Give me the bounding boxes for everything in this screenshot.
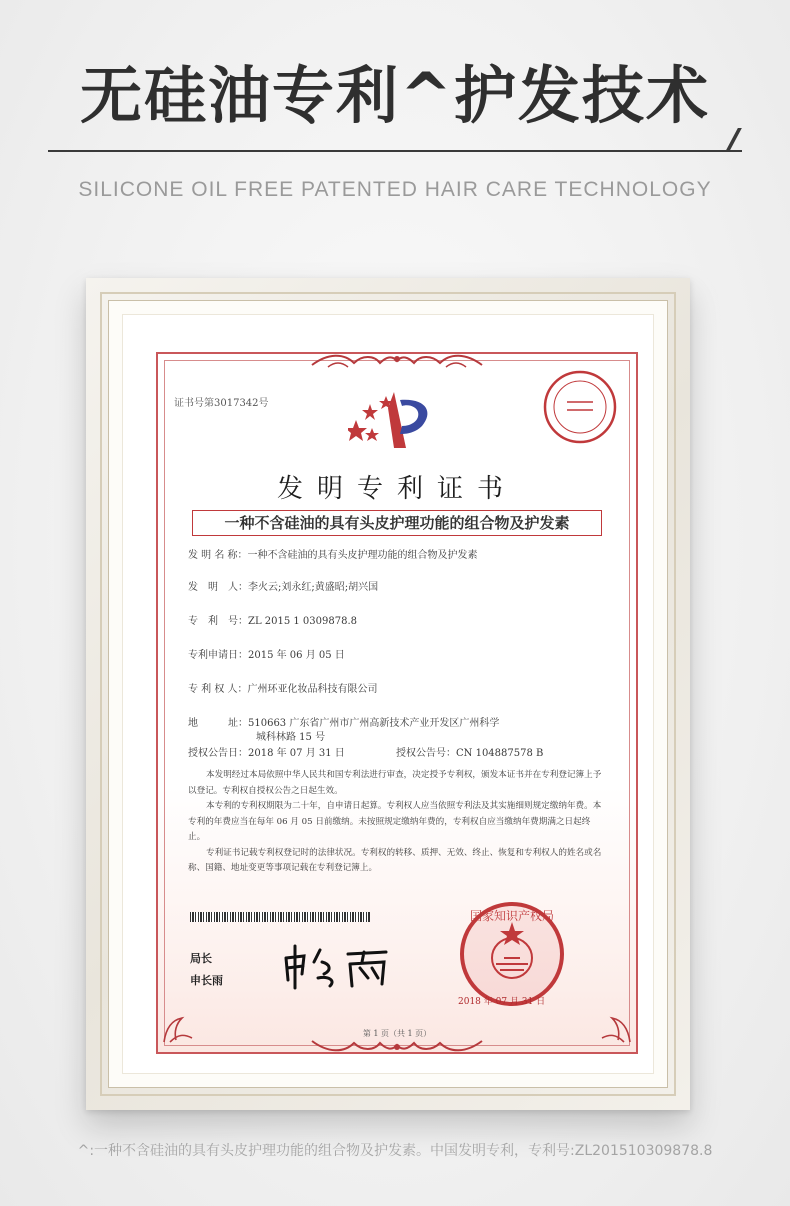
svg-text:国家知识产权局: 国家知识产权局: [469, 909, 555, 923]
field-value: 2015 年 06 月 05 日: [248, 650, 345, 661]
field-invention-name: [188, 546, 478, 561]
official-seal-icon: [458, 900, 566, 1008]
field-value: ZL 2015 1 0309878.8: [248, 616, 358, 627]
field-label: 专 利 权 人：: [188, 684, 248, 695]
barcode: [190, 912, 370, 922]
page-number: 第 1 页（共 1 页）: [362, 1029, 432, 1038]
field-label: 专利申请日：: [188, 650, 248, 661]
field-address-line2: 城科林路 15 号: [256, 732, 326, 743]
handwritten-signature-icon: [278, 940, 398, 990]
field-value: CN 104887578 B: [456, 748, 544, 759]
field-label: 授权公告号：: [396, 748, 456, 759]
field-value: 2018 年 07 月 31 日: [248, 748, 345, 759]
body-paragraph: 本发明经过本局依照中华人民共和国专利法进行审查，决定授予专利权，颁发本证书并在专利登记簿上予以登记。专利权自授权公告之日起生效。: [188, 770, 602, 796]
field-label: 授权公告日：: [188, 748, 248, 759]
headline-divider: [48, 150, 742, 152]
body-paragraph: 专利证书记载专利权登记时的法律状况。专利权的转移、质押、无效、终止、恢复和专利权人的姓名或名称、国籍、地址变更等事项记载在专利登记簿上。: [188, 847, 602, 873]
footnote-caption: ^:一种不含硅油的具有头皮护理功能的组合物及护发素。中国发明专利，专利号:ZL201510309878.8: [77, 1143, 713, 1159]
field-grant-number: [396, 744, 543, 759]
field-filing-date: [188, 646, 345, 661]
field-value: 李火云;刘永红;黄盛昭;胡兴国: [248, 582, 379, 593]
page-subtitle: SILICONE OIL FREE PATENTED HAIR CARE TECHNOLOGY: [78, 178, 712, 201]
field-label: 发 明 名 称：: [188, 550, 248, 561]
patent-office-logo-icon: [348, 390, 438, 452]
field-inventor: [188, 578, 378, 593]
field-label: 地 址：: [188, 718, 248, 729]
field-label: 专 利 号：: [188, 616, 248, 627]
field-patent-holder: [188, 680, 378, 695]
field-address: [188, 714, 499, 729]
certificate-title: 发明专利证书: [276, 474, 517, 504]
signer-name: 申长雨: [190, 974, 223, 987]
field-value: 广州环亚化妆品科技有限公司: [247, 684, 378, 695]
field-value: 一种不含硅油的具有头皮护理功能的组合物及护发素: [247, 550, 478, 561]
certificate-body-text: [188, 768, 606, 877]
field-value: 510663 广东省广州市广州高新技术产业开发区广州科学: [248, 718, 500, 729]
page-headline: 无硅油专利^护发技术: [80, 59, 710, 132]
stamp-icon: [541, 368, 619, 446]
field-patent-number: [188, 612, 357, 627]
certificate-number: 证书号第3017342号: [174, 398, 269, 409]
field-grant-date: [188, 744, 345, 759]
patent-certificate: [156, 352, 638, 1054]
field-label: 发 明 人：: [188, 582, 248, 593]
signer-title: 局长: [190, 952, 212, 965]
seal-date: 2018 年 07 月 31 日: [458, 997, 546, 1007]
top-ornament-icon: [308, 351, 486, 371]
body-paragraph: 本专利的专利权期限为二十年，自申请日起算。专利权人应当依照专利法及其实施细则规定缴纳年费。本专利的年费应当在每年 06 月 05 日前缴纳。未按照规定缴纳年费的，专利权自应当缴纳年费期满之日起终止。: [188, 801, 602, 842]
invention-name-highlight: 一种不含硅油的具有头皮护理功能的组合物及护发素: [192, 510, 602, 536]
